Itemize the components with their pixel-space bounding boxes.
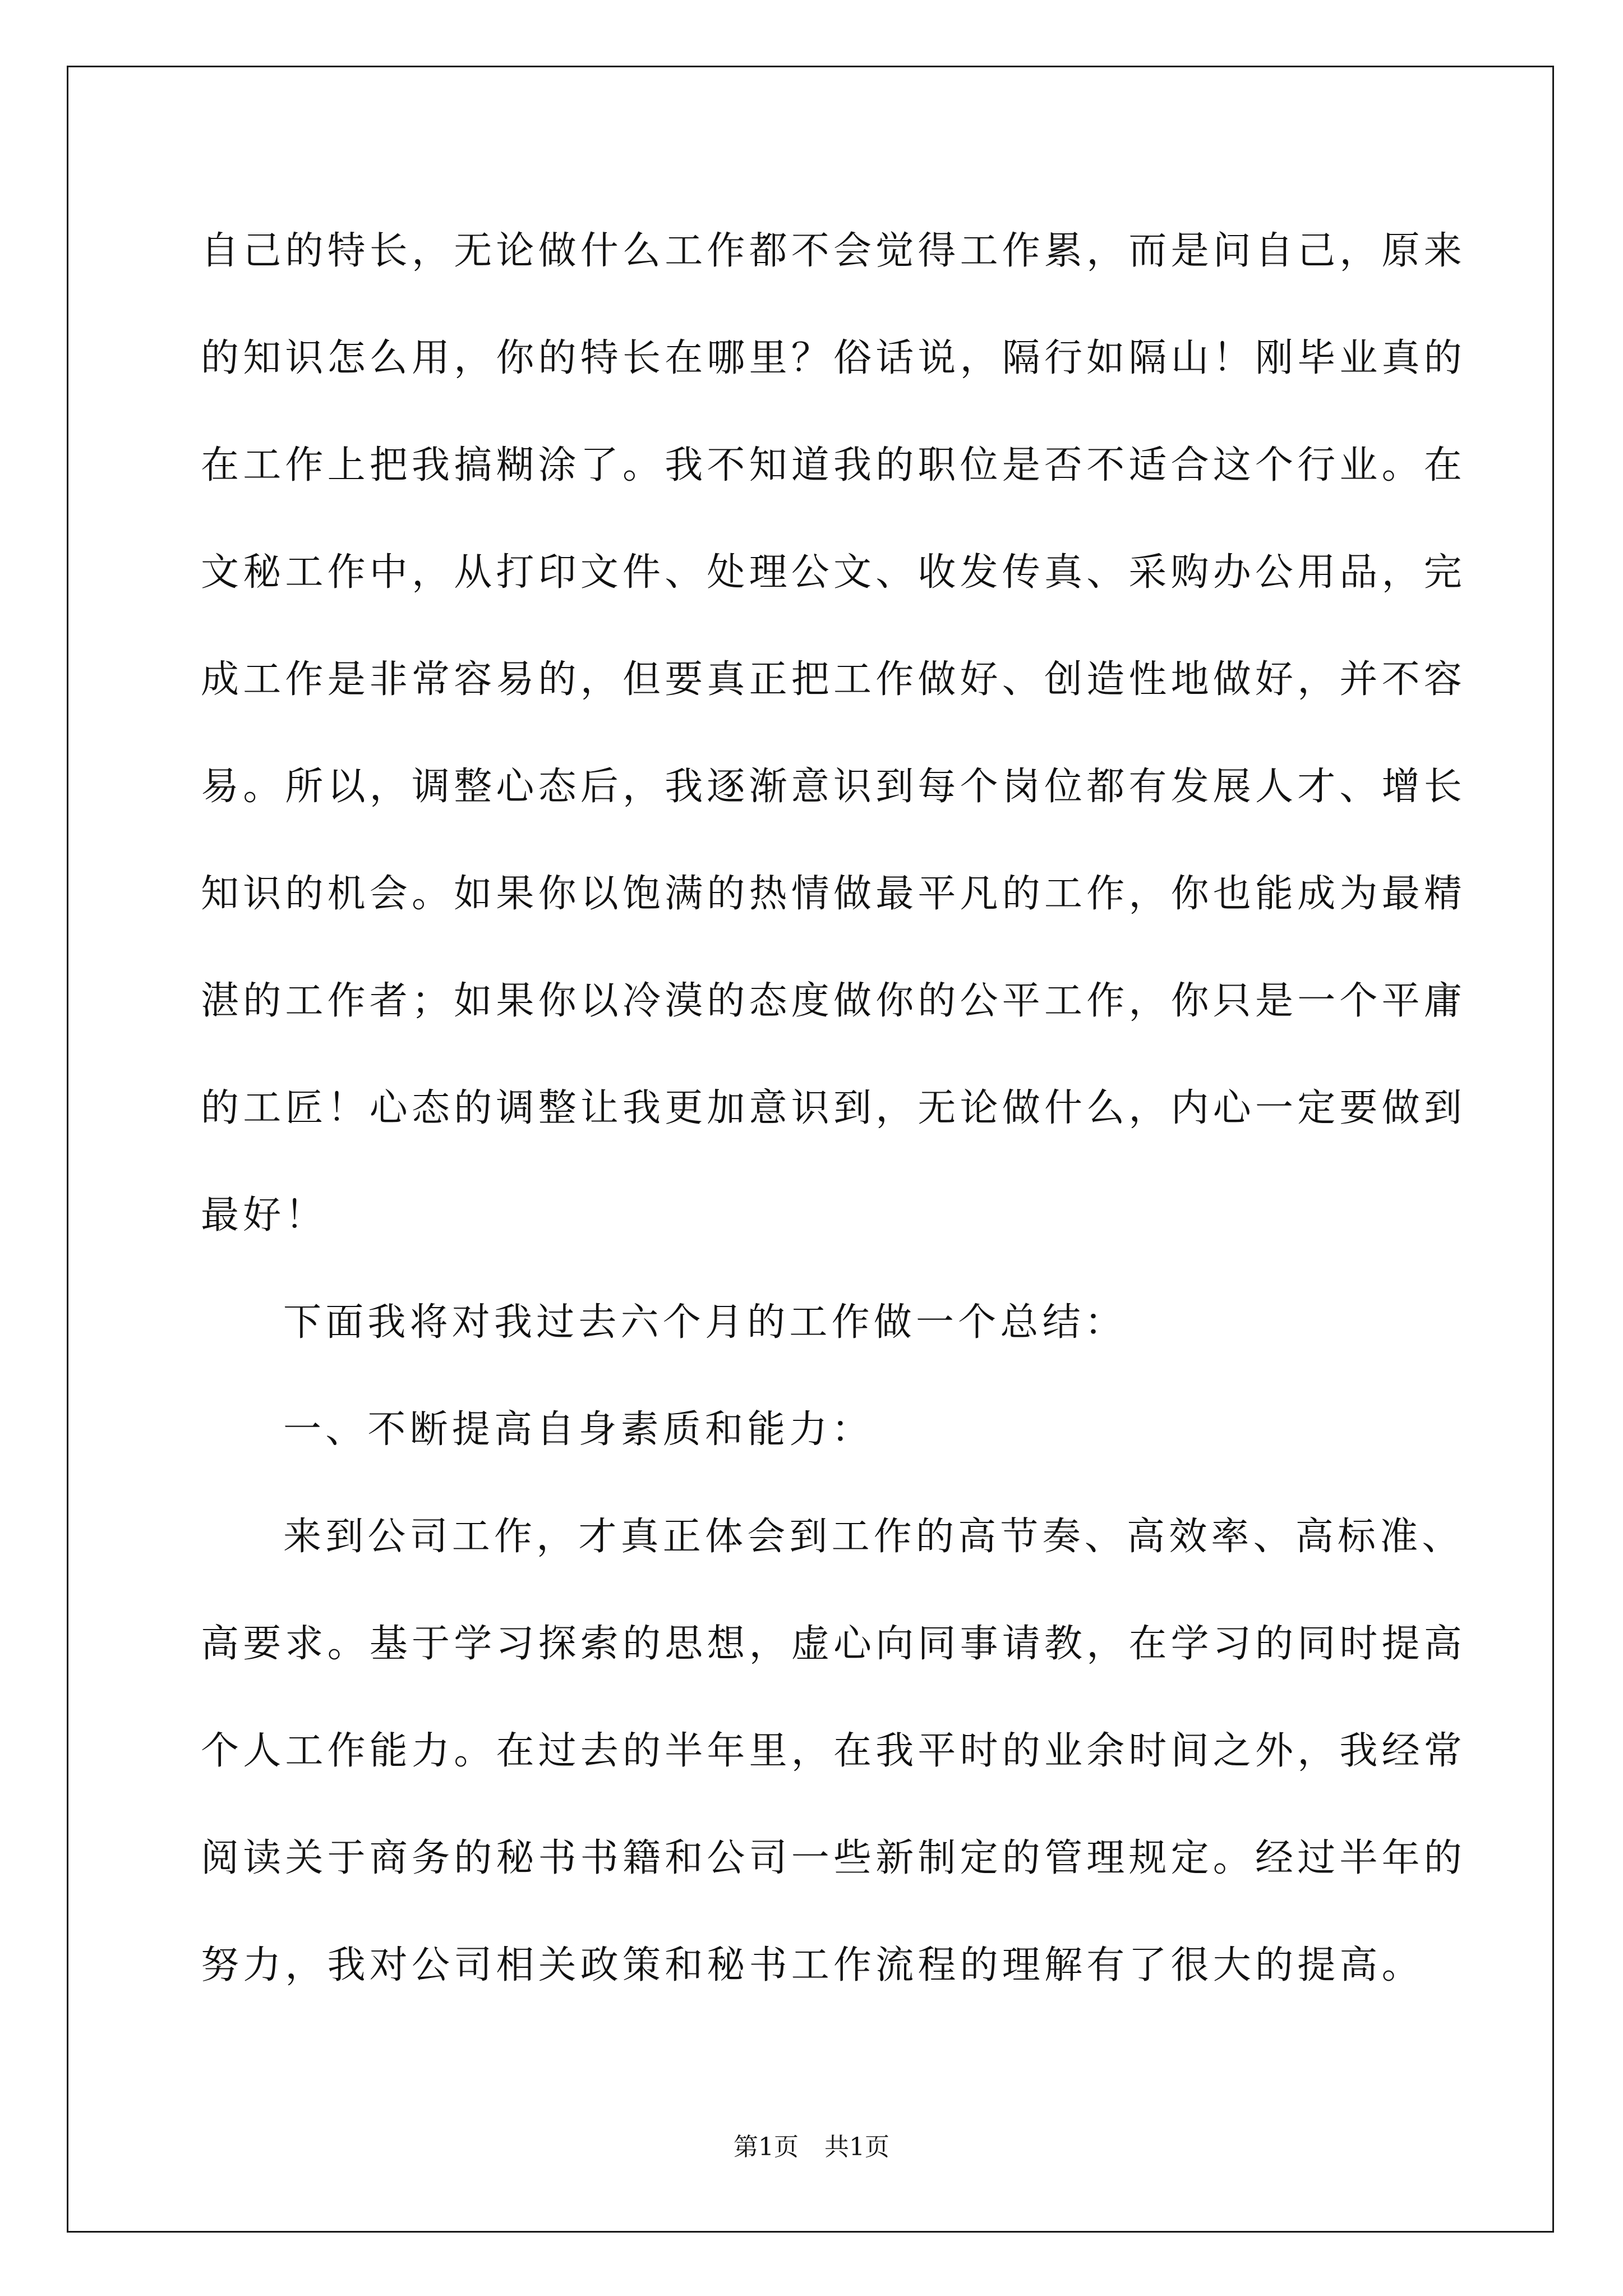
paragraph-line: 下面我将对我过去六个月的工作做一个总结：	[283, 1300, 1127, 1345]
section-heading: 一、不断提高自身素质和能力：	[283, 1407, 874, 1452]
page-number: 第1页	[734, 2133, 799, 2161]
body-line: 在工作上把我搞糊涂了。我不知道我的职位是否不适合这个行业。在	[201, 443, 1467, 487]
body-line: 自己的特长，无论做什么工作都不会觉得工作累，而是问自己，原来	[201, 229, 1467, 273]
body-line: 易。所以，调整心态后，我逐渐意识到每个岗位都有发展人才、增长	[201, 765, 1467, 809]
body-line: 个人工作能力。在过去的半年里，在我平时的业余时间之外，我经常	[201, 1729, 1467, 1773]
body-line: 高要求。基于学习探索的思想，虚心向同事请教，在学习的同时提高	[201, 1622, 1467, 1666]
body-line: 湛的工作者；如果你以冷漠的态度做你的公平工作，你只是一个平庸	[201, 979, 1467, 1023]
paragraph-line: 来到公司工作，才真正体会到工作的高节奏、高效率、高标准、	[283, 1515, 1464, 1559]
body-line: 最好！	[201, 1193, 328, 1237]
body-line: 阅读关于商务的秘书书籍和公司一些新制定的管理规定。经过半年的	[201, 1836, 1467, 1880]
page-border	[67, 66, 1554, 2233]
body-line: 成工作是非常容易的，但要真正把工作做好、创造性地做好，并不容	[201, 657, 1467, 702]
page-total: 共1页	[824, 2133, 889, 2161]
body-line: 文秘工作中，从打印文件、处理公文、收发传真、采购办公用品，完	[201, 550, 1467, 595]
body-line: 努力，我对公司相关政策和秘书工作流程的理解有了很大的提高。	[201, 1943, 1424, 1987]
page-footer	[0, 2135, 1623, 2160]
body-line: 的工匠！心态的调整让我更加意识到，无论做什么，内心一定要做到	[201, 1086, 1467, 1130]
body-line: 知识的机会。如果你以饱满的热情做最平凡的工作，你也能成为最精	[201, 872, 1467, 916]
body-line: 的知识怎么用，你的特长在哪里？俗话说，隔行如隔山！刚毕业真的	[201, 336, 1467, 380]
